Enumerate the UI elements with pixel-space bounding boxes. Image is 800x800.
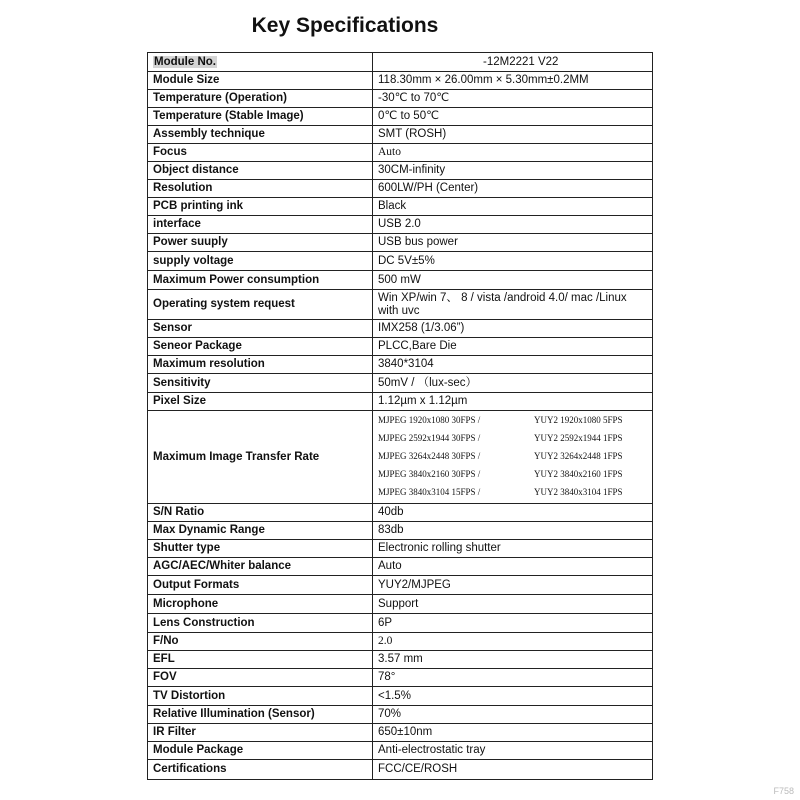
spec-row [148, 234, 653, 252]
rate-row [378, 412, 647, 430]
spec-row [148, 724, 653, 742]
spec-label: Operating system request [148, 290, 373, 320]
spec-row [148, 144, 653, 162]
spec-label: Output Formats [148, 576, 373, 595]
mjpeg-rate: MJPEG 2592x1944 30FPS / [378, 433, 481, 444]
spec-value: FCC/CE/ROSH [373, 760, 653, 780]
spec-label: Module Package [148, 742, 373, 760]
spec-value: PLCC,Bare Die [373, 338, 653, 356]
spec-label: Max Dynamic Range [148, 522, 373, 540]
spec-label: Relative Illumination (Sensor) [148, 706, 373, 724]
spec-label: EFL [148, 651, 373, 669]
spec-label: interface [148, 216, 373, 234]
spec-label: Focus [148, 144, 373, 162]
rate-row [378, 484, 647, 502]
spec-value: DC 5V±5% [373, 252, 653, 271]
spec-value: 78° [373, 669, 653, 687]
yuy2-rate: YUY2 3840x2160 1FPS [534, 469, 623, 480]
spec-row [148, 271, 653, 290]
spec-value: USB 2.0 [373, 216, 653, 234]
spec-row [148, 393, 653, 411]
mjpeg-rate: MJPEG 3840x3104 15FPS / [378, 487, 481, 498]
spec-label: S/N Ratio [148, 504, 373, 522]
spec-value: Win XP/win 7、 8 / vista /android 4.0/ mac /Linux with uvc [373, 290, 653, 320]
spec-label: F/No [148, 633, 373, 651]
spec-value: USB bus power [373, 234, 653, 252]
spec-row [148, 198, 653, 216]
spec-value: 2.0 [373, 633, 653, 651]
spec-row [148, 338, 653, 356]
spec-value: -12M2221 V22 [373, 53, 653, 72]
spec-row [148, 162, 653, 180]
spec-value: 3.57 mm [373, 651, 653, 669]
spec-row [148, 504, 653, 522]
spec-label: FOV [148, 669, 373, 687]
spec-label: Resolution [148, 180, 373, 198]
spec-value: Auto [373, 558, 653, 576]
yuy2-rate: YUY2 2592x1944 1FPS [534, 433, 623, 444]
mjpeg-rate: MJPEG 3264x2448 30FPS / [378, 451, 481, 462]
spec-label: Object distance [148, 162, 373, 180]
spec-label: Certifications [148, 760, 373, 780]
spec-value: <1.5% [373, 687, 653, 706]
mjpeg-rate: MJPEG 1920x1080 30FPS / [378, 415, 481, 426]
spec-value: 600LW/PH (Center) [373, 180, 653, 198]
spec-row [148, 290, 653, 320]
spec-label: Maximum resolution [148, 356, 373, 374]
spec-value: 0℃ to 50℃ [373, 108, 653, 126]
spec-label: Pixel Size [148, 393, 373, 411]
spec-value: Support [373, 595, 653, 614]
spec-label: Shutter type [148, 540, 373, 558]
spec-value: 83db [373, 522, 653, 540]
spec-row [148, 356, 653, 374]
spec-value: 6P [373, 614, 653, 633]
spec-row [148, 72, 653, 90]
spec-row [148, 760, 653, 780]
spec-value: 40db [373, 504, 653, 522]
spec-row [148, 126, 653, 144]
spec-value: 30CM-infinity [373, 162, 653, 180]
spec-row [148, 320, 653, 338]
spec-row [148, 252, 653, 271]
spec-label: AGC/AEC/Whiter balance [148, 558, 373, 576]
spec-row [148, 108, 653, 126]
spec-row [148, 687, 653, 706]
spec-label: Maximum Power consumption [148, 271, 373, 290]
spec-row [148, 374, 653, 393]
spec-value: IMX258 (1/3.06”) [373, 320, 653, 338]
spec-row [148, 706, 653, 724]
spec-label: Module No. [148, 53, 373, 72]
spec-label: Sensor [148, 320, 373, 338]
yuy2-rate: YUY2 3264x2448 1FPS [534, 451, 623, 462]
spec-value: 3840*3104 [373, 356, 653, 374]
spec-value: Anti-electrostatic tray [373, 742, 653, 760]
transfer-rate-table [378, 412, 647, 502]
mjpeg-rate: MJPEG 3840x2160 30FPS / [378, 469, 481, 480]
spec-row [148, 595, 653, 614]
rate-row [378, 430, 647, 448]
spec-label: Module Size [148, 72, 373, 90]
rate-row [378, 466, 647, 484]
spec-value: 50mV / （lux-sec） [373, 374, 653, 393]
spec-label: IR Filter [148, 724, 373, 742]
spec-value: Electronic rolling shutter [373, 540, 653, 558]
spec-value: 650±10nm [373, 724, 653, 742]
spec-value: 118.30mm × 26.00mm × 5.30mm±0.2MM [373, 72, 653, 90]
spec-row [148, 216, 653, 234]
spec-label: Temperature (Operation) [148, 90, 373, 108]
spec-row [148, 614, 653, 633]
spec-value: SMT (ROSH) [373, 126, 653, 144]
spec-row [148, 90, 653, 108]
page-title: Key Specifications [251, 14, 439, 37]
spec-value: 500 mW [373, 271, 653, 290]
spec-value: 70% [373, 706, 653, 724]
spec-value: -30℃ to 70℃ [373, 90, 653, 108]
spec-label: Sensitivity [148, 374, 373, 393]
spec-label: Maximum Image Transfer Rate [148, 411, 373, 504]
spec-row [148, 522, 653, 540]
spec-value: 1.12µm x 1.12µm [373, 393, 653, 411]
spec-row [148, 558, 653, 576]
spec-label: Lens Construction [148, 614, 373, 633]
spec-row [148, 669, 653, 687]
yuy2-rate: YUY2 3840x3104 1FPS [534, 487, 623, 498]
spec-value: Auto [373, 144, 653, 162]
spec-label: Microphone [148, 595, 373, 614]
spec-label: Assembly technique [148, 126, 373, 144]
spec-label: PCB printing ink [148, 198, 373, 216]
spec-label: Power suuply [148, 234, 373, 252]
spec-row [148, 540, 653, 558]
transfer-rate-cell [373, 411, 653, 504]
spec-label: TV Distortion [148, 687, 373, 706]
spec-label: Seneor Package [148, 338, 373, 356]
spec-value: Black [373, 198, 653, 216]
spec-row [148, 576, 653, 595]
yuy2-rate: YUY2 1920x1080 5FPS [534, 415, 623, 426]
spec-label: supply voltage [148, 252, 373, 271]
spec-row [148, 53, 653, 72]
rate-row [378, 448, 647, 466]
spec-row [148, 633, 653, 651]
spec-row [148, 651, 653, 669]
corner-mark: F758 [773, 786, 794, 796]
spec-table [147, 52, 653, 780]
spec-row-transfer-rate [148, 411, 653, 504]
spec-label: Temperature (Stable Image) [148, 108, 373, 126]
spec-row [148, 180, 653, 198]
spec-value: YUY2/MJPEG [373, 576, 653, 595]
spec-row [148, 742, 653, 760]
